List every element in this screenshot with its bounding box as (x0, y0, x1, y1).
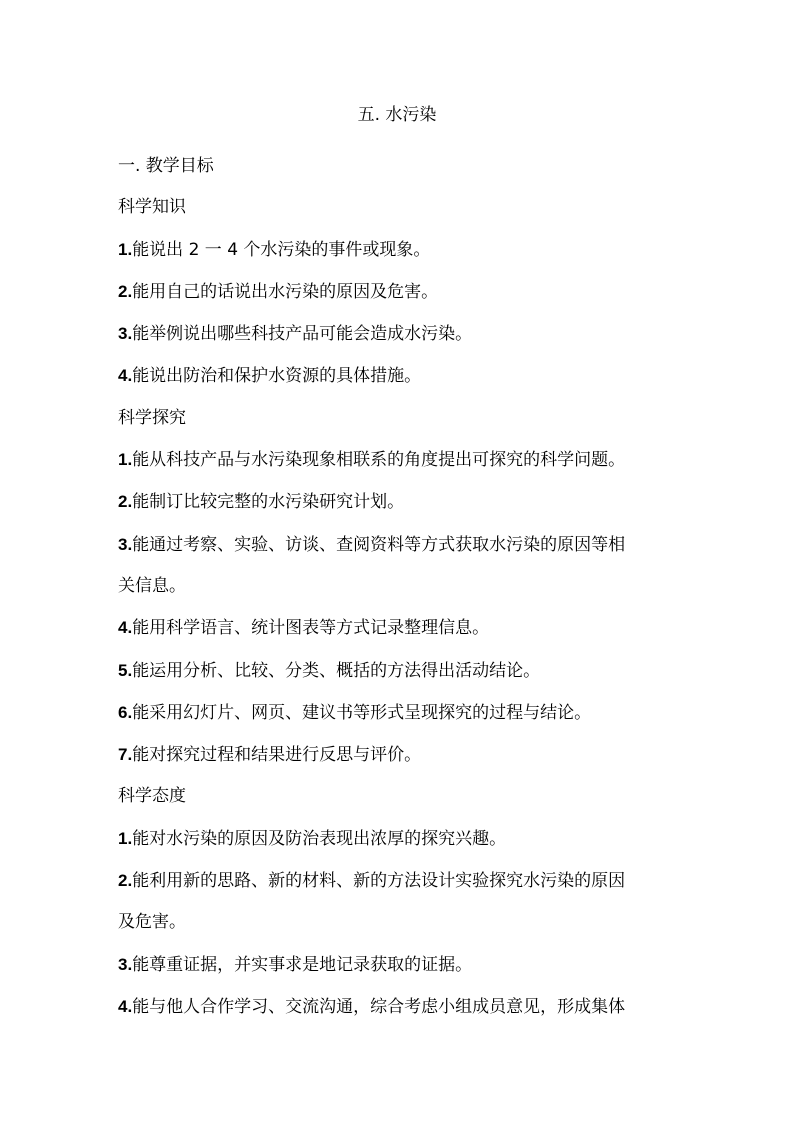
item-number: 3. (118, 324, 133, 344)
item-text: 能利用新的思路、新的材料、新的方法设计实验探究水污染的原因 (132, 871, 626, 892)
list-item (118, 481, 680, 523)
list-item-continuation: 及危害。 (118, 912, 186, 933)
item-text: 能采用幻灯片、网页、建议书等形式呈现探究的过程与结论。 (132, 702, 592, 723)
section-heading: 一. 教学目标 (118, 156, 214, 176)
item-text: 能尊重证据，并实事求是地记录获取的证据。 (132, 954, 473, 975)
item-text: 能从科技产品与水污染现象相联系的角度提出可探究的科学问题。 (132, 450, 626, 471)
list-item (118, 692, 680, 734)
subsection-heading: 科学探究 (118, 407, 186, 428)
list-item (118, 524, 680, 566)
document-body (118, 146, 680, 1028)
item-number: 4. (118, 618, 133, 638)
item-number: 1. (118, 450, 133, 470)
item-number: 1. (118, 239, 133, 259)
item-text: 能用科学语言、统计图表等方式记录整理信息。 (132, 618, 490, 639)
item-text: 能说出 2 一 4 个水污染的事件或现象。 (132, 239, 431, 260)
list-item (118, 818, 680, 860)
item-number: 2. (118, 871, 133, 891)
item-text: 能用自己的话说出水污染的原因及危害。 (132, 281, 439, 302)
item-number: 3. (118, 954, 133, 974)
list-item (118, 313, 680, 355)
list-item (118, 229, 680, 271)
item-text: 能举例说出哪些科技产品可能会造成水污染。 (132, 324, 473, 345)
item-number: 1. (118, 828, 133, 848)
item-number: 6. (118, 702, 133, 722)
item-number: 2. (118, 492, 133, 512)
list-item (118, 271, 680, 313)
list-item (118, 734, 680, 776)
item-text: 能对探究过程和结果进行反思与评价。 (132, 745, 422, 766)
item-text: 能与他人合作学习、交流沟通，综合考虑小组成员意见，形成集体 (132, 996, 626, 1017)
item-number: 4. (118, 366, 133, 386)
list-item (118, 944, 680, 986)
list-item (118, 355, 680, 397)
list-item-continuation: 关信息。 (118, 575, 186, 596)
item-number: 7. (118, 745, 133, 765)
subsection-heading: 科学态度 (118, 786, 186, 807)
item-number: 3. (118, 534, 133, 554)
list-item (118, 650, 680, 692)
item-text: 能说出防治和保护水资源的具体措施。 (132, 366, 422, 387)
list-item (118, 986, 680, 1028)
subsection-heading: 科学知识 (118, 197, 186, 218)
list-item (118, 439, 680, 481)
item-number: 5. (118, 660, 133, 680)
item-text: 能制订比较完整的水污染研究计划。 (132, 492, 405, 513)
item-text: 能通过考察、实验、访谈、查阅资料等方式获取水污染的原因等相 (132, 534, 626, 555)
list-item (118, 860, 680, 902)
item-number: 2. (118, 281, 133, 301)
item-number: 4. (118, 996, 133, 1016)
list-item (118, 607, 680, 649)
item-text: 能运用分析、比较、分类、概括的方法得出活动结论。 (132, 660, 541, 681)
item-text: 能对水污染的原因及防治表现出浓厚的探究兴趣。 (132, 828, 507, 849)
document-title: 五. 水污染 (357, 105, 437, 125)
